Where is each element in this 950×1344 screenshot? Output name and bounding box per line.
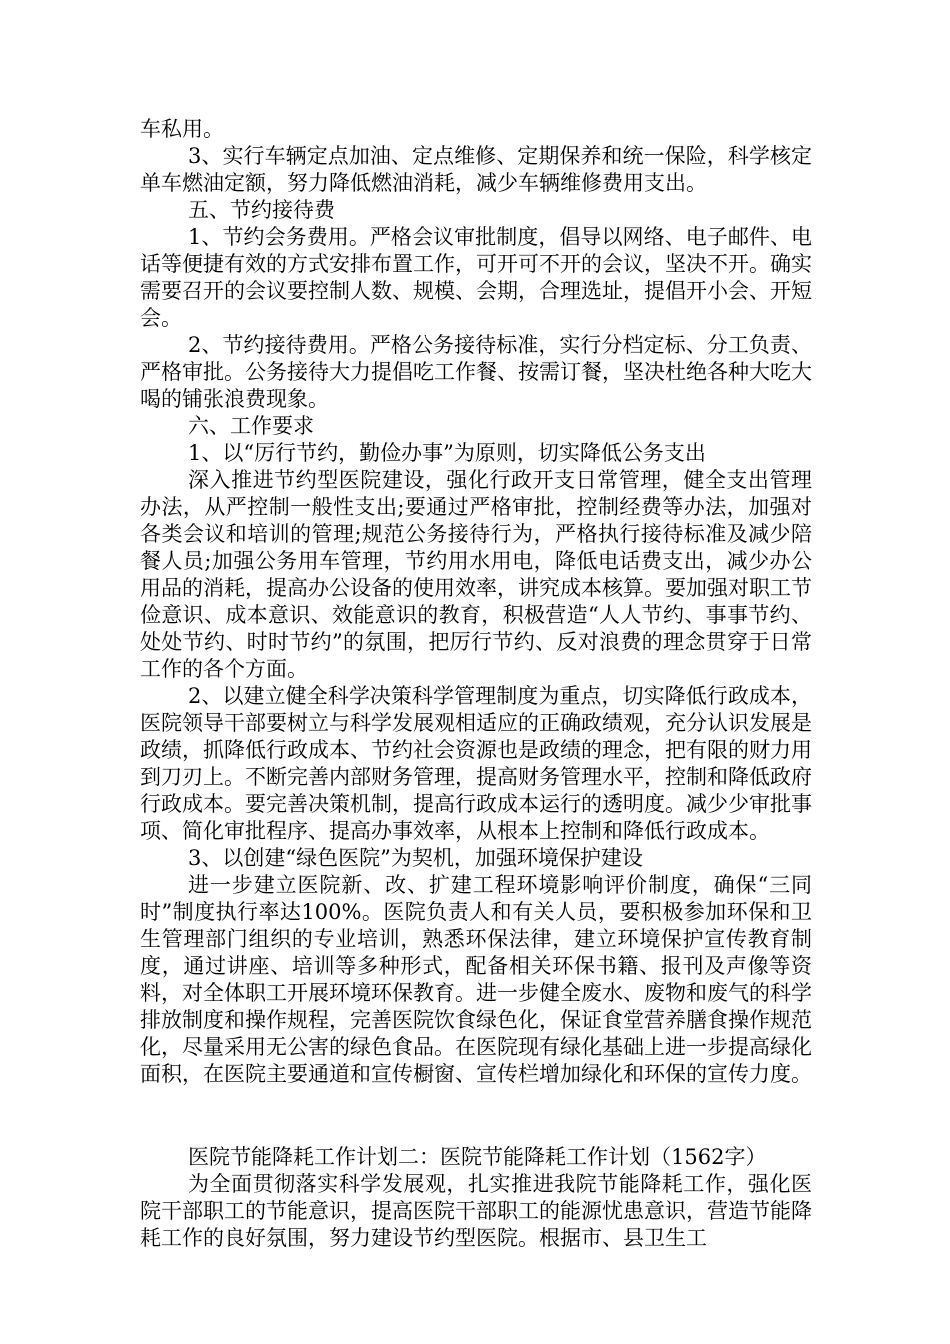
document-title: 医院节能降耗工作计划二：医院节能降耗工作计划（1562字） bbox=[188, 1145, 767, 1169]
paragraph: 2、节约接待费用。严格公务接待标准，实行分档定标、分工负责、严格审批。公务接待大力提倡吃工作餐、按需订餐，坚决杜绝各种大吃大喝的铺张浪费现象。 bbox=[140, 333, 812, 411]
subheading: 1、以“厉行节约，勤俭办事”为原则，切实降低公务支出 bbox=[188, 441, 706, 465]
paragraph: 3、实行车辆定点加油、定点维修、定期保养和统一保险，科学核定单车燃油定额，努力降低燃油消耗，减少车辆维修费用支出。 bbox=[140, 144, 812, 195]
paragraph: 1、节约会务费用。严格会议审批制度，倡导以网络、电子邮件、电话等便捷有效的方式安排布置工作，可开可不开的会议，坚决不开。确实需要召开的会议要控制人数、规模、会期，合理选址，提倡开小会、开短会。 bbox=[140, 225, 812, 330]
section-heading: 六、工作要求 bbox=[188, 414, 314, 438]
paragraph: 进一步建立医院新、改、扩建工程环境影响评价制度，确保“三同时”制度执行率达100%。医院负责人和有关人员，要积极参加环保和卫生管理部门组织的专业培训，熟悉环保法律，建立环境保护宣传教育制度，通过讲座、培训等多种形式，配备相关环保书籍、报刊及声像等资料，对全体职工开展环境环保教育。进一步健全废水、废物和废气的科学排放制度和操作规程，完善医院饮食绿色化，保证食堂营养膳食操作规范化，尽量采用无公害的绿色食品。在医院现有绿化基础上进一步提高绿化面积，在医院主要通道和宣传橱窗、宣传栏增加绿化和环保的宣传力度。 bbox=[140, 873, 812, 1086]
section-heading: 五、节约接待费 bbox=[188, 198, 335, 222]
paragraph: 为全面贯彻落实科学发展观，扎实推进我院节能降耗工作，强化医院干部职工的节能意识，提高医院干部职工的能源忧患意识，营造节能降耗工作的良好氛围，努力建设节约型医院。根据市、县卫生工 bbox=[140, 1172, 812, 1250]
paragraph: 车私用。 bbox=[140, 117, 224, 141]
section-gap bbox=[140, 1088, 812, 1144]
paragraph: 2、以建立健全科学决策科学管理制度为重点，切实降低行政成本，医院领导干部要树立与科学发展观相适应的正确政绩观，充分认识发展是政绩，抓降低行政成本、节约社会资源也是政绩的理念，把有限的财力用到刀刃上。不断完善内部财务管理，提高财务管理水平，控制和降低政府行政成本。要完善决策机制，提高行政成本运行的透明度。减少少审批事项、简化审批程序、提高办事效率，从根本上控制和降低行政成本。 bbox=[140, 684, 812, 843]
document-body bbox=[140, 116, 812, 1252]
subheading: 3、以创建“绿色医院”为契机，加强环境保护建设 bbox=[188, 846, 643, 870]
paragraph: 深入推进节约型医院建设，强化行政开支日常管理，健全支出管理办法，从严控制一般性支出;要通过严格审批，控制经费等办法，加强对各类会议和培训的管理;规范公务接待行为，严格执行接待标准及减少陪餐人员;加强公务用车管理，节约用水用电，降低电话费支出，减少办公用品的消耗，提高办公设备的使用效率，讲究成本核算。要加强对职工节俭意识、成本意识、效能意识的教育，积极营造“人人节约、事事节约、处处节约、时时节约”的氛围，把厉行节约、反对浪费的理念贯穿于日常工作的各个方面。 bbox=[140, 468, 812, 681]
